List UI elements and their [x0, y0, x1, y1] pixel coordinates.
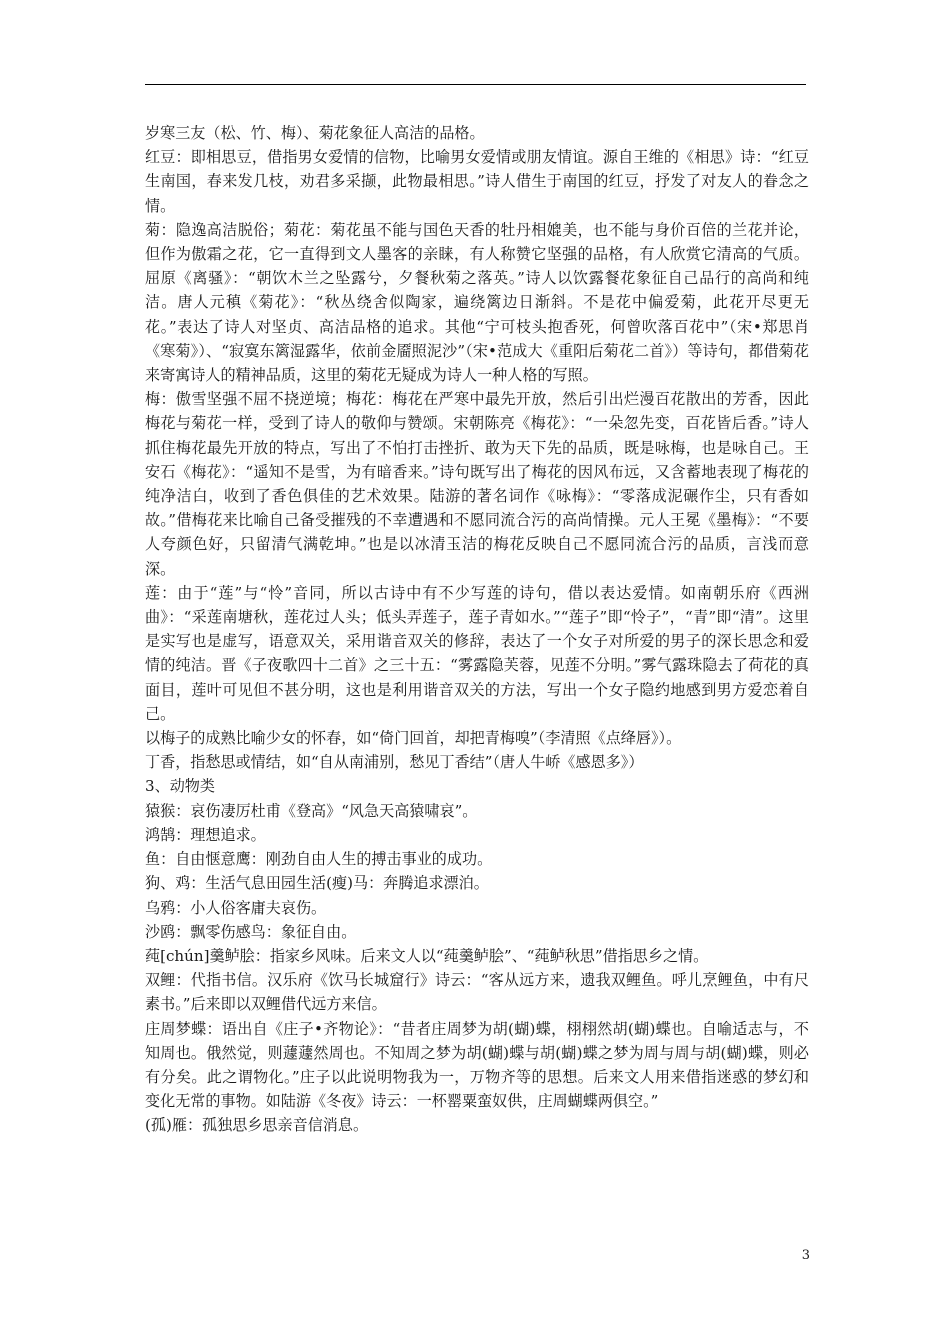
paragraph-seagull-bird: 沙鸥：飘零伤感鸟：象征自由。: [145, 922, 357, 941]
paragraph-three-friends: 岁寒三友（松、竹、梅）、菊花象征人高洁的品格。: [145, 124, 485, 142]
document-body: [145, 121, 809, 1138]
paragraph-chrysanthemum: 菊：隐逸高洁脱俗；菊花：菊花虽不能与国色天香的牡丹相媲美，也不能与身价百倍的兰花并论，但作为傲霜之花，它一直得到文人墨客的亲睐，有人称赞它坚强的品格，有人欣赏它清高的气质。屈原《离骚》：“朝饮木兰之坠露兮，夕餐秋菊之落英。”诗人以饮露餐花象征自己品行的高尚和纯洁。唐人元稹《菊花》：“秋丛绕舍似陶家，遍绕篱边日渐斜。不是花中偏爱菊，此花开尽更无花。”表达了诗人对坚贞、高洁品格的追求。其他“宁可枝头抱香死，何曾吹落百花中”（宋•郑思肖《寒菊》）、“寂寞东篱湿露华，依前金靥照泥沙”（宋•范成大《重阳后菊花二首》）等诗句，都借菊花来寄寓诗人的精神品质，这里的菊花无疑成为诗人一种人格的写照。: [145, 220, 809, 385]
paragraph-red-bean: 红豆：即相思豆，借指男女爱情的信物，比喻男女爱情或朋友情谊。源自王维的《相思》诗：“红豆生南国，春来发几枝，劝君多采撷，此物最相思。”诗人借生于南国的红豆，抒发了对友人的眷念之情。: [145, 148, 809, 215]
header-rule: [145, 84, 806, 85]
page-number: 3: [801, 1248, 810, 1263]
paragraph-wild-goose: (孤)雁：孤独思乡思亲音信消息。: [145, 1116, 369, 1135]
paragraph-dog-chicken-horse: 狗、鸡：生活气息田园生活(瘦)马：奔腾追求漂泊。: [145, 874, 489, 893]
paragraph-lilac: 丁香，指愁思或情结，如“自从南浦别，愁见丁香结”（唐人牛峤《感恩多》）: [145, 753, 644, 772]
section-heading-animals: 3、动物类: [145, 777, 215, 796]
paragraph-perch: 莼[chún]羹鲈脍：指家乡风味。后来文人以“莼羹鲈脍”、“莼鲈秋思”借指思乡之情。: [145, 946, 709, 965]
paragraph-ape: 猿猴：哀伤凄厉杜甫《登高》“风急天高猿啸哀”。: [145, 801, 478, 820]
paragraph-green-plum: 以梅子的成熟比喻少女的怀春，如“倚门回首，却把青梅嗅”（李清照《点绛唇》）。: [145, 729, 682, 748]
paragraph-fish-eagle: 鱼：自由惬意鹰：刚劲自由人生的搏击事业的成功。: [145, 850, 493, 869]
paragraph-carp: 双鲤：代指书信。汉乐府《饮马长城窟行》诗云：“客从远方来，遗我双鲤鱼。呼儿烹鲤鱼，中有尺素书。”后来即以双鲤借代远方来信。: [145, 971, 809, 1014]
paragraph-butterfly-dream: 庄周梦蝶：语出自《庄子•齐物论》：“昔者庄周梦为胡(蝴)蝶，栩栩然胡(蝴)蝶也。自喻适志与，不知周也。俄然觉，则蘧蘧然周也。不知周之梦为胡(蝴)蝶与胡(蝴)蝶之梦为周与周与胡(蝴)蝶，则必有分矣。此之谓物化。”庄子以此说明物我为一，万物齐等的思想。后来文人用来借指迷惑的梦幻和变化无常的事物。如陆游《冬夜》诗云：一杯罂粟蛮奴供，庄周蝴蝶两俱空。”: [145, 1019, 809, 1111]
paragraph-lotus: 莲：由于“莲”与“怜”音同，所以古诗中有不少写莲的诗句，借以表达爱情。如南朝乐府《西洲曲》：“采莲南塘秋，莲花过人头；低头弄莲子，莲子青如水。”“莲子”即“怜子”，“青”即“清”。这里是实写也是虚写，语意双关，采用谐音双关的修辞，表达了一个女子对所爱的男子的深长思念和爱情的纯洁。晋《子夜歌四十二首》之三十五：“雾露隐芙蓉，见莲不分明。”雾气露珠隐去了荷花的真面目，莲叶可见但不甚分明，这也是利用谐音双关的方法，写出一个女子隐约地感到男方爱恋着自己。: [145, 583, 809, 723]
paragraph-swan-goose: 鸿鹄：理想追求。: [145, 825, 266, 844]
paragraph-plum: 梅：傲雪坚强不屈不挠逆境；梅花：梅花在严寒中最先开放，然后引出烂漫百花散出的芳香，因此梅花与菊花一样，受到了诗人的敬仰与赞颂。宋朝陈亮《梅花》：“一朵忽先变，百花皆后香。”诗人抓住梅花最先开放的特点，写出了不怕打击挫折、敢为天下先的品质，既是咏梅，也是咏自己。王安石《梅花》：“遥知不是雪，为有暗香来。”诗句既写出了梅花的因风布远，又含蓄地表现了梅花的纯净洁白，收到了香色俱佳的艺术效果。陆游的著名词作《咏梅》：“零落成泥碾作尘，只有香如故。”借梅花来比喻自己备受摧残的不幸遭遇和不愿同流合污的高尚情操。元人王冕《墨梅》：“不要人夸颜色好，只留清气满乾坤。”也是以冰清玉洁的梅花反映自己不愿同流合污的品质，言浅而意深。: [145, 390, 809, 578]
paragraph-crow: 乌鸦：小人俗客庸夫哀伤。: [145, 898, 327, 917]
